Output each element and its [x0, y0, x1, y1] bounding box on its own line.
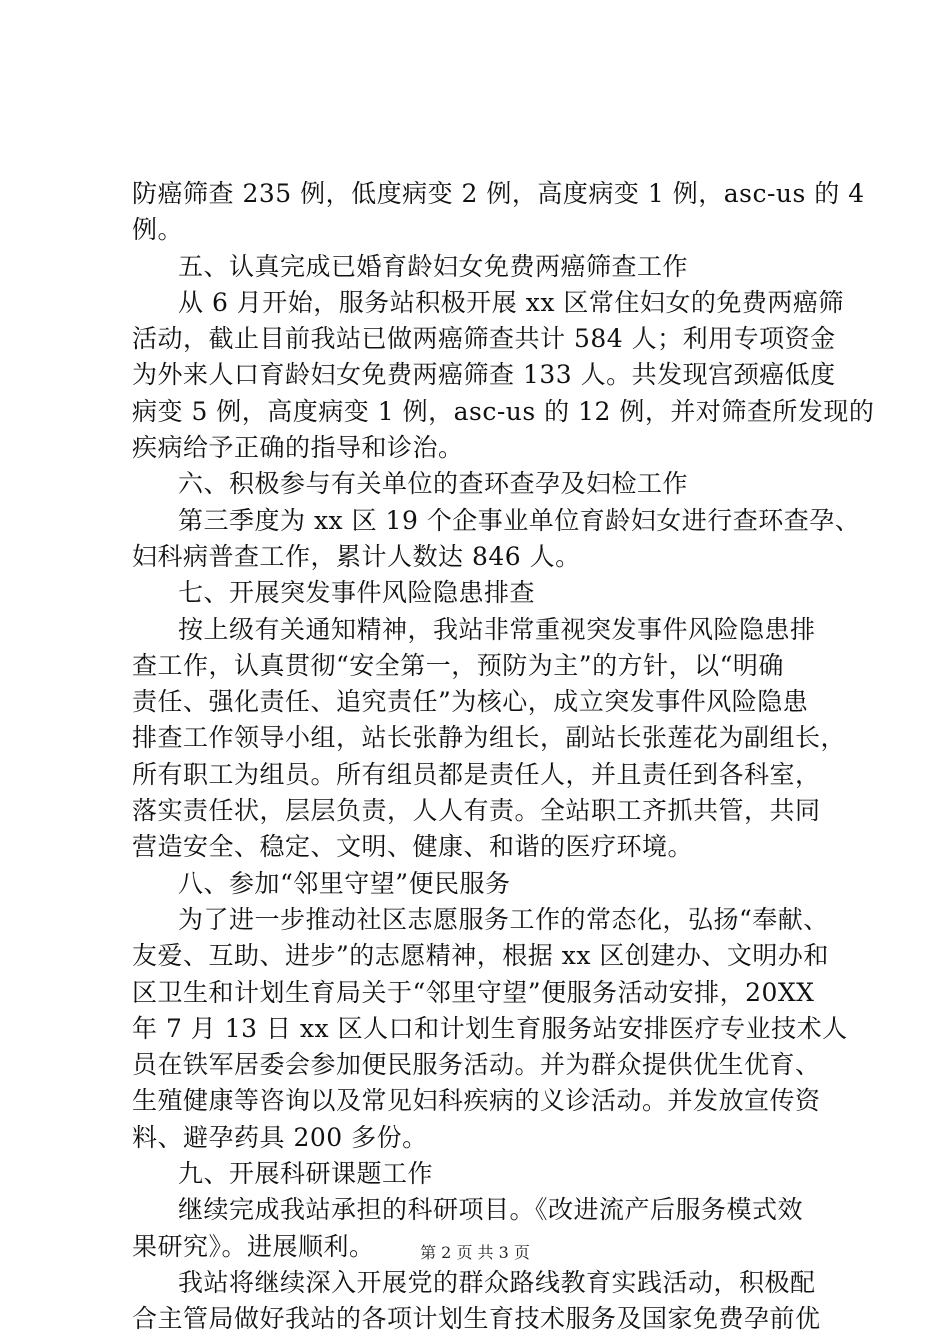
- text-line: 按上级有关通知精神，我站非常重视突发事件风险隐患排: [178, 614, 816, 644]
- text-line: 责任、强化责任、追究责任”为核心，成立突发事件风险隐患: [132, 687, 809, 717]
- text-line: 第三季度为 xx 区 19 个企事业单位育龄妇女进行查环查孕、: [178, 505, 861, 535]
- text-line: 查工作，认真贯彻“安全第一，预防为主”的方针，以“明确: [132, 650, 784, 680]
- text-line: 六、积极参与有关单位的查环查孕及妇检工作: [178, 469, 689, 499]
- text-line: 区卫生和计划生育局关于“邻里守望”便服务活动安排，20XX: [132, 977, 815, 1007]
- text-line: 所有职工为组员。所有组员都是责任人，并且责任到各科室，: [132, 759, 821, 789]
- text-line: 防癌筛查 235 例，低度病变 2 例，高度病变 1 例，asc-us 的 4: [132, 179, 865, 208]
- text-line: 妇科病普查工作，累计人数达 846 人。: [132, 541, 581, 571]
- document-body: [132, 176, 875, 1338]
- text-line: 五、认真完成已婚育龄妇女免费两癌筛查工作: [178, 251, 689, 281]
- text-line: 为外来人口育龄妇女免费两癌筛查 133 人。共发现宫颈癌低度: [132, 360, 836, 390]
- text-line: 合主管局做好我站的各项计划生育技术服务及国家免费孕前优: [132, 1304, 821, 1334]
- text-line: 果研究》。进展顺利。: [132, 1231, 375, 1261]
- text-line: 继续完成我站承担的科研项目。《改进流产后服务模式效: [178, 1195, 804, 1225]
- page-footer: 第 2 页 共 3 页: [420, 1243, 530, 1262]
- text-line: 为了进一步推动社区志愿服务工作的常态化，弘扬“奉献、: [178, 904, 829, 934]
- text-line: 我站将继续深入开展党的群众路线教育实践活动，积极配: [178, 1267, 816, 1297]
- text-line: 例。: [132, 215, 184, 245]
- text-line: 料、避孕药具 200 多份。: [132, 1122, 428, 1152]
- text-line: 从 6 月开始，服务站积极开展 xx 区常住妇女的免费两癌筛: [178, 287, 844, 317]
- text-line: 九、开展科研课题工作: [178, 1159, 434, 1189]
- text-line: 病变 5 例，高度病变 1 例，asc-us 的 12 例，并对筛查所发现的: [132, 396, 875, 426]
- text-line: 八、参加“邻里守望”便民服务: [178, 868, 511, 898]
- text-line: 七、开展突发事件风险隐患排查: [178, 578, 536, 608]
- text-line: 年 7 月 13 日 xx 区人口和计划生育服务站安排医疗专业技术人: [132, 1013, 848, 1043]
- text-line: 落实责任状，层层负责，人人有责。全站职工齐抓共管，共同: [132, 796, 821, 826]
- text-line: 生殖健康等咨询以及常见妇科疾病的义诊活动。并发放宣传资: [132, 1086, 821, 1116]
- text-line: 活动，截止目前我站已做两癌筛查共计 584 人；利用专项资金: [132, 324, 836, 354]
- text-line: 友爱、互助、进步”的志愿精神，根据 xx 区创建办、文明办和: [132, 941, 829, 971]
- text-line: 员在铁军居委会参加便民服务活动。并为群众提供优生优育、: [132, 1050, 821, 1080]
- text-line: 排查工作领导小组，站长张静为组长，副站长张莲花为副组长，: [132, 723, 847, 753]
- text-line: 营造安全、稳定、文明、健康、和谐的医疗环境。: [132, 832, 694, 862]
- text-line: 疾病给予正确的指导和诊治。: [132, 433, 464, 463]
